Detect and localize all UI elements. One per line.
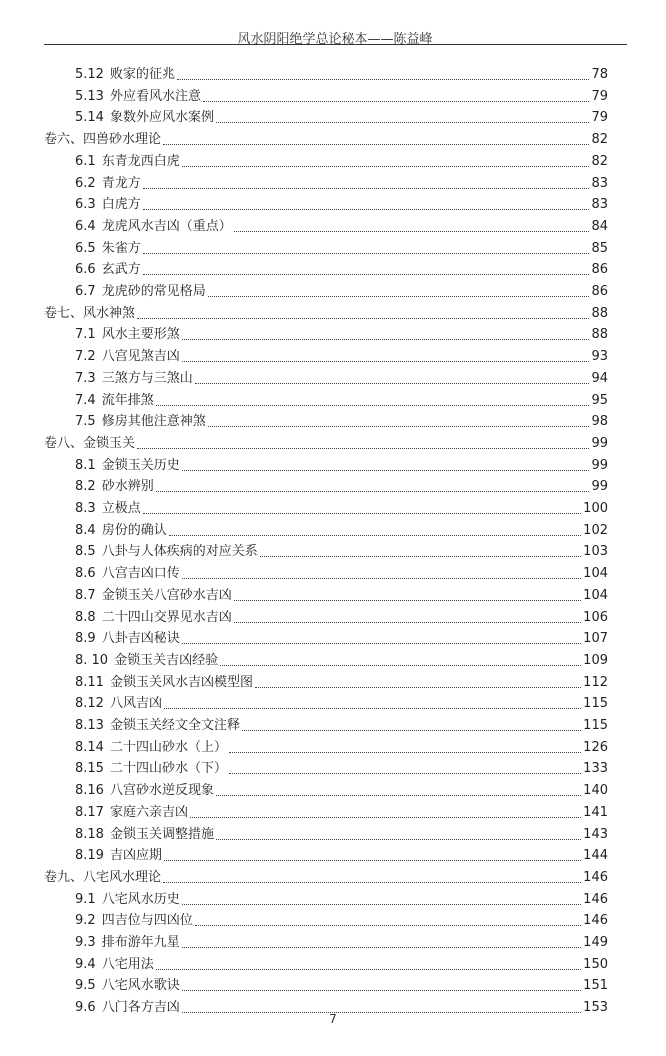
toc-page-number: 153 [583,1000,608,1016]
toc-page-number: 86 [591,284,608,299]
toc-page-number: 93 [591,349,608,365]
toc-entry-title: 八卦吉凶秘诀 [101,631,180,647]
toc-section-number: 8.12 [75,696,104,712]
toc-page-number: 83 [591,175,608,191]
toc-entry-title: 排布游年九星 [101,935,180,950]
toc-section-number: 5.12 [75,67,104,82]
toc-entry-title: 龙虎砂的常见格局 [101,284,206,299]
toc-entry-title: 白虎方 [101,197,141,213]
dot-leader [137,448,589,449]
toc-page-number: 150 [583,956,608,972]
toc-section-row [75,280,608,300]
toc-page-number: 144 [583,848,608,864]
toc-section-row [75,801,608,821]
running-header: 风水阴阳绝学总论秘本——陈益峰 [237,32,433,47]
toc-section-row [75,172,608,192]
dot-leader [164,708,581,709]
toc-section-row [75,736,608,756]
dot-leader [229,773,581,774]
toc-section-row [75,540,608,560]
toc-entry-title: 二十四山交界见水吉凶 [101,609,232,625]
toc-section-number: 9.2 [75,913,96,929]
toc-entry-title: 八卦与人体疾病的对应关系 [101,544,258,560]
dot-leader [177,79,589,80]
toc-section-number: 6.5 [75,240,96,256]
toc-section-number: 8.5 [75,544,96,560]
toc-entry-title: 八宫见煞吉凶 [101,349,180,365]
toc-page-number: 146 [583,913,608,929]
toc-page-number: 106 [583,609,608,625]
toc-page-number: 102 [583,522,608,538]
toc-section-number: 9.6 [75,1000,96,1016]
toc-section-row [75,649,608,669]
toc-section-number: 9.5 [75,978,96,994]
toc-section-row [75,323,608,343]
dot-leader [216,795,581,796]
dot-leader [143,209,590,210]
toc-entry-title: 朱雀方 [101,240,141,256]
toc-entry-title: 吉凶应期 [109,848,162,864]
toc-section-row [75,606,608,626]
toc-page-number: 99 [591,479,608,495]
toc-section-number: 8.1 [75,457,96,473]
toc-section-row [75,497,608,517]
dot-leader [190,817,581,818]
toc-section-row [75,237,608,257]
dot-leader [208,426,590,427]
toc-entry-title: 八宫砂水逆反现象 [109,783,214,799]
toc-page-number: 133 [583,761,608,777]
toc-page-number: 94 [591,370,608,386]
dot-leader [143,513,581,514]
dot-leader [208,296,590,297]
dot-leader [143,274,590,275]
toc-page-number: 146 [583,869,608,885]
dot-leader [182,578,581,579]
toc-page-number: 82 [591,153,608,169]
dot-leader [216,839,581,840]
dot-leader [182,643,581,644]
toc-page-number: 103 [583,544,608,560]
toc-page-number: 85 [591,240,608,256]
toc-section-row [75,692,608,712]
toc-entry-title: 败家的征兆 [109,67,175,82]
toc-section-number: 6.3 [75,197,96,213]
toc-entry-title: 金锁玉关风水吉凶模型图 [109,674,253,690]
dot-leader [182,166,590,167]
toc-section-number: 7.2 [75,349,96,365]
toc-page-number: 88 [591,305,608,321]
toc-section-number: 8.19 [75,848,104,864]
toc-section-row [75,410,608,430]
toc-page-number: 83 [591,197,608,213]
toc-section-row [75,106,608,126]
toc-chapter-row [44,866,608,886]
toc-section-number: 5.14 [75,110,104,126]
toc-entry-title: 八风吉凶 [109,696,162,712]
toc-page-number: 115 [583,696,608,712]
toc-page-number: 82 [591,132,608,148]
toc-section-number: 6.1 [75,153,96,169]
toc-page-number: 107 [583,631,608,647]
toc-entry-title: 流年排煞 [101,392,154,408]
dot-leader [169,535,581,536]
toc-chapter-row [44,128,608,148]
toc-section-row [75,953,608,973]
toc-section-number: 6.4 [75,218,96,234]
toc-page-number: 140 [583,783,608,799]
toc-entry-title: 玄武方 [101,262,141,278]
toc-entry-title: 房份的确认 [101,522,167,538]
toc-section-number: 9.3 [75,935,96,950]
toc-section-row [75,931,608,951]
toc-page-number: 98 [591,414,608,430]
toc-section-row [75,888,608,908]
toc-entry-title: 金锁玉关历史 [101,457,180,473]
toc-section-row [75,974,608,994]
toc-section-number: 8. 10 [75,652,109,668]
toc-entry-title: 东青龙西白虎 [101,153,180,169]
toc-chapter-row [44,302,608,322]
dot-leader [234,622,581,623]
dot-leader [220,665,581,666]
toc-section-row [75,85,608,105]
toc-section-number: 7.5 [75,414,96,430]
toc-section-number: 8.2 [75,479,96,495]
toc-page-number: 100 [583,501,608,516]
toc-section-row [75,475,608,495]
toc-entry-title: 八宅风水歌诀 [101,978,180,994]
dot-leader [234,231,590,232]
dot-leader [164,860,581,861]
toc-section-row [75,779,608,799]
toc-page-number: 112 [583,674,608,690]
toc-page-number: 143 [583,826,608,842]
toc-section-row [75,584,608,604]
dot-leader [203,101,589,102]
toc-section-number: 7.3 [75,370,96,386]
dot-leader [163,144,589,145]
toc-entry-title: 三煞方与三煞山 [101,370,193,386]
page-number: 7 [329,1012,337,1026]
toc-entry-title: 卷六、四兽砂水理论 [44,132,162,148]
dot-leader [216,122,589,123]
toc-section-row [75,909,608,929]
toc-section-number: 8.14 [75,739,104,755]
toc-section-row [75,844,608,864]
dot-leader [163,882,581,883]
dot-leader [156,405,590,406]
toc-entry-title: 八宫吉凶口传 [101,566,180,582]
toc-page-number: 104 [583,566,608,582]
toc-entry-title: 八宅风水历史 [101,891,180,907]
toc-section-number: 8.6 [75,566,96,582]
toc-entry-title: 金锁玉关调整措施 [109,826,214,842]
toc-section-number: 5.13 [75,88,104,104]
toc-section-number: 8.11 [75,674,104,690]
toc-section-row [75,627,608,647]
toc-entry-title: 四吉位与四凶位 [101,913,193,929]
toc-page-number: 84 [591,218,608,234]
toc-entry-title: 青龙方 [101,175,141,191]
toc-page-number: 88 [591,327,608,343]
toc-page-number: 141 [583,804,608,820]
toc-section-number: 8.3 [75,501,96,516]
dot-leader [195,925,581,926]
toc-section-row [75,193,608,213]
toc-section-row [75,389,608,409]
toc-page-number: 151 [583,978,608,994]
toc-section-row [75,367,608,387]
toc-section-row [75,63,608,83]
dot-leader [255,687,581,688]
toc-entry-title: 龙虎风水吉凶（重点） [101,218,232,234]
toc-section-row [75,258,608,278]
dot-leader [143,188,590,189]
toc-entry-title: 外应看风水注意 [109,88,201,104]
dot-leader [143,253,590,254]
toc-section-row [75,671,608,691]
toc-page-number: 115 [583,718,608,733]
toc-entry-title: 卷七、风水神煞 [44,305,136,321]
dot-leader [182,339,590,340]
toc-entry-title: 立极点 [101,501,141,516]
toc-section-number: 8.8 [75,609,96,625]
toc-page-number: 79 [591,88,608,104]
toc-section-number: 8.7 [75,587,96,603]
toc-page-number: 86 [591,262,608,278]
toc-section-number: 9.4 [75,956,96,972]
toc-section-row [75,150,608,170]
toc-entry-title: 砂水辨别 [101,479,154,495]
toc-section-number: 6.6 [75,262,96,278]
toc-entry-title: 八门各方吉凶 [101,1000,180,1016]
toc-section-row [75,714,608,734]
toc-section-number: 8.18 [75,826,104,842]
toc-section-number: 6.2 [75,175,96,191]
dot-leader [229,752,581,753]
dot-leader [260,556,581,557]
toc-section-row [75,519,608,539]
toc-entry-title: 家庭六亲吉凶 [109,804,188,820]
dot-leader [182,990,581,991]
toc-page-number: 78 [591,67,608,82]
toc-page-number: 95 [591,392,608,408]
toc-page-number: 126 [583,739,608,755]
toc-section-number: 8.17 [75,804,104,820]
toc-section-row [75,562,608,582]
toc-entry-title: 修房其他注意神煞 [101,414,206,430]
toc-entry-title: 金锁玉关经文全文注释 [109,718,240,733]
toc-entry-title: 二十四山砂水（上） [109,739,227,755]
toc-section-number: 7.1 [75,327,96,343]
toc-page-number: 79 [591,110,608,126]
toc-entry-title: 卷八、金锁玉关 [44,435,136,451]
dot-leader [182,947,581,948]
toc-page-number: 104 [583,587,608,603]
toc-section-number: 8.9 [75,631,96,647]
toc-section-row [75,454,608,474]
toc-entry-title: 二十四山砂水（下） [109,761,227,777]
toc-section-number: 8.4 [75,522,96,538]
toc-entry-title: 金锁玉关八宫砂水吉凶 [101,587,232,603]
toc-section-row [75,345,608,365]
dot-leader [182,470,590,471]
toc-chapter-row [44,432,608,452]
toc-section-row [75,757,608,777]
toc-page-number: 149 [583,935,608,950]
dot-leader [234,600,581,601]
toc-section-row [75,215,608,235]
toc-entry-title: 象数外应风水案例 [109,110,214,126]
toc-entry-title: 金锁玉关吉凶经验 [114,652,219,668]
toc-section-number: 7.4 [75,392,96,408]
toc-page-number: 99 [591,435,608,451]
dot-leader [156,969,581,970]
toc-section-row [75,823,608,843]
toc-page-number: 146 [583,891,608,907]
toc-section-number: 9.1 [75,891,96,907]
toc-page-number: 109 [583,652,608,668]
dot-leader [182,361,590,362]
toc-section-number: 8.16 [75,783,104,799]
dot-leader [242,730,581,731]
dot-leader [182,904,581,905]
toc-section-number: 8.15 [75,761,104,777]
dot-leader [195,383,590,384]
toc-entry-title: 风水主要形煞 [101,327,180,343]
toc-entry-title: 八宅用法 [101,956,154,972]
toc-section-number: 8.13 [75,718,104,733]
dot-leader [137,318,589,319]
toc-section-number: 6.7 [75,284,96,299]
toc-entry-title: 卷九、八宅风水理论 [44,869,162,885]
toc-page-number: 99 [591,457,608,473]
dot-leader [156,491,590,492]
